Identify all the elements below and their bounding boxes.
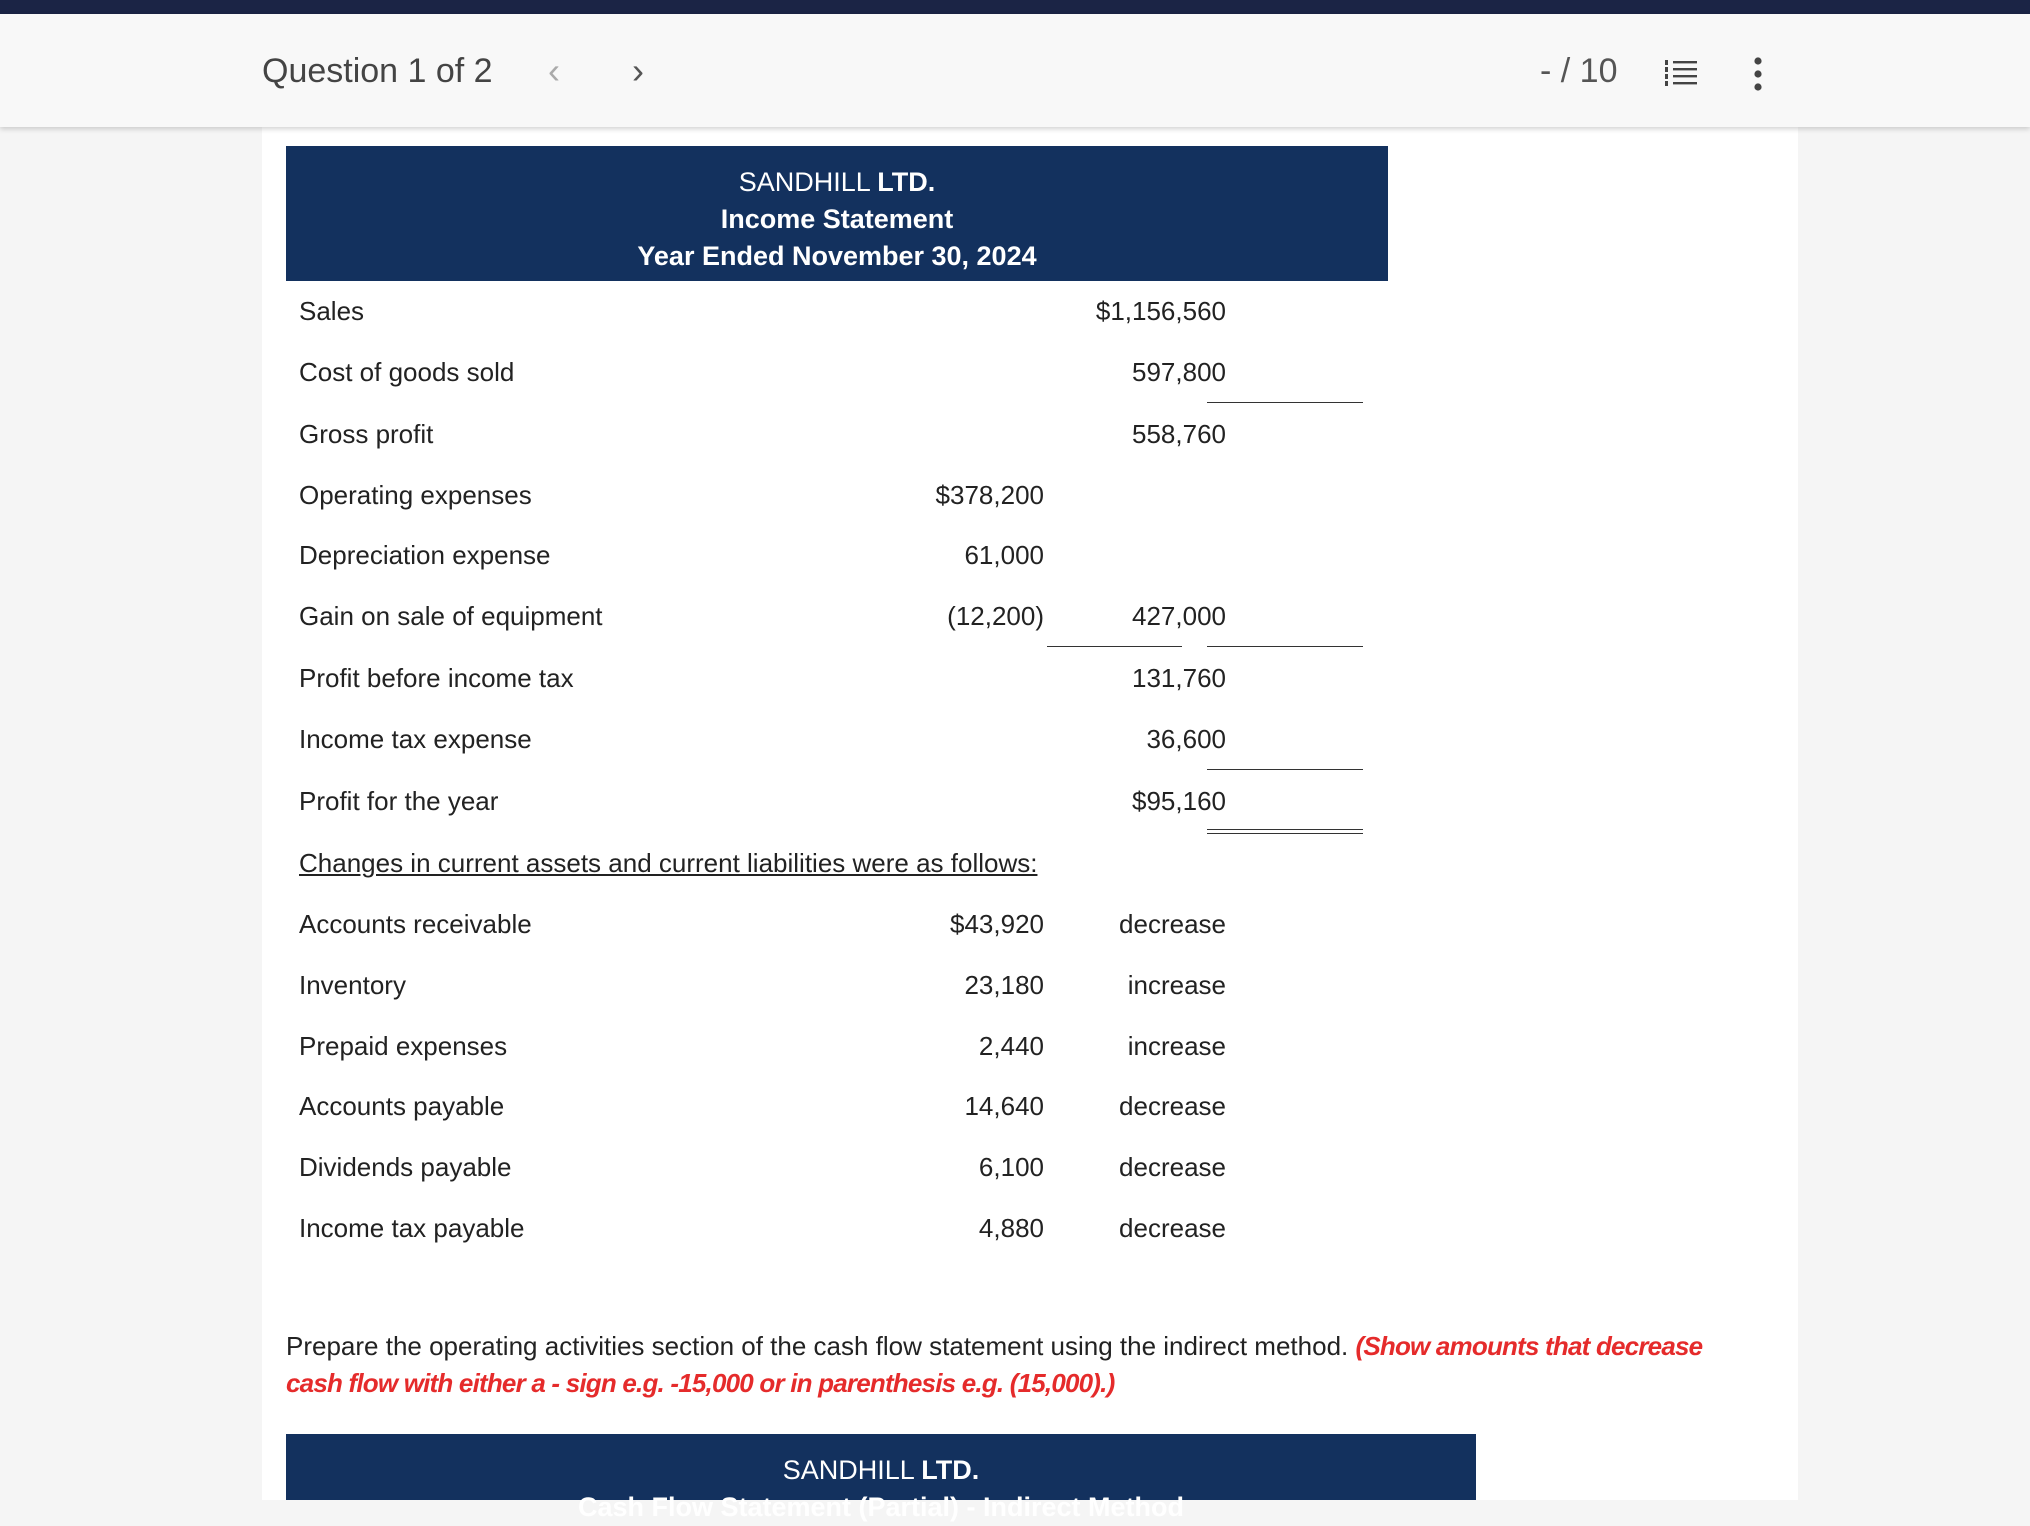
row-label: Depreciation expense — [299, 540, 551, 570]
row-label: Prepaid expenses — [299, 1031, 508, 1061]
numbered-list-icon[interactable] — [1664, 58, 1698, 90]
underline — [1047, 646, 1182, 647]
row-direction: decrease — [1119, 1091, 1226, 1121]
row-amount: $378,200 — [935, 480, 1044, 510]
income-row-depreciation — [286, 540, 1366, 580]
row-amount: 4,880 — [978, 1213, 1044, 1243]
income-row-profit-before-tax — [286, 663, 1366, 703]
question-header — [0, 14, 2030, 127]
income-row-sales — [286, 296, 1366, 336]
income-row-cogs — [286, 357, 1366, 397]
change-row-accounts-payable — [286, 1091, 1366, 1131]
row-total: 36,600 — [1146, 724, 1226, 754]
double-underline — [1207, 829, 1363, 834]
row-total: 558,760 — [1132, 419, 1226, 449]
company-suffix: LTD. — [877, 167, 936, 197]
instructions-text: Prepare the operating activities section of the cash flow statement using the indirect method. — [286, 1331, 1356, 1361]
row-label: Profit before income tax — [299, 663, 574, 693]
income-statement-header — [286, 146, 1388, 281]
row-label: Inventory — [299, 970, 406, 1000]
changes-heading-row — [286, 848, 1366, 888]
change-row-prepaid-expenses — [286, 1031, 1366, 1071]
row-direction: increase — [1127, 1031, 1226, 1061]
row-amount: 61,000 — [964, 540, 1044, 570]
cash-flow-header — [286, 1434, 1476, 1522]
income-row-gross-profit — [286, 419, 1366, 459]
row-label: Income tax payable — [299, 1213, 525, 1243]
row-direction: increase — [1127, 970, 1226, 1000]
row-label: Accounts receivable — [299, 909, 532, 939]
top-stripe — [0, 0, 2030, 14]
change-row-inventory — [286, 970, 1366, 1010]
row-label: Accounts payable — [299, 1091, 505, 1121]
row-amount: (12,200) — [947, 601, 1044, 631]
row-label: Gain on sale of equipment — [299, 601, 603, 631]
row-amount: 23,180 — [964, 970, 1044, 1000]
row-direction: decrease — [1119, 1152, 1226, 1182]
company-suffix: LTD. — [921, 1455, 980, 1485]
row-amount: $43,920 — [950, 909, 1044, 939]
statement-title: Income Statement — [720, 204, 954, 234]
underline — [1207, 769, 1363, 770]
row-total: $95,160 — [1132, 786, 1226, 816]
row-label: Operating expenses — [299, 480, 532, 510]
changes-heading: Changes in current assets and current liabilities were as follows: — [299, 848, 1038, 878]
row-total: $1,156,560 — [1095, 296, 1226, 326]
instructions — [286, 1328, 1746, 1402]
row-amount: 6,100 — [978, 1152, 1044, 1182]
row-label: Dividends payable — [299, 1152, 512, 1182]
row-direction: decrease — [1119, 1213, 1226, 1243]
underline — [1207, 646, 1363, 647]
row-label: Income tax expense — [299, 724, 532, 754]
row-label: Gross profit — [299, 419, 434, 449]
chevron-left-icon[interactable]: ‹ — [548, 50, 560, 91]
more-vertical-icon[interactable] — [1749, 54, 1767, 94]
row-label: Sales — [299, 296, 365, 326]
change-row-accounts-receivable — [286, 909, 1366, 949]
row-total: 597,800 — [1132, 357, 1226, 387]
income-row-income-tax — [286, 724, 1366, 764]
row-amount: 14,640 — [964, 1091, 1044, 1121]
row-total: 427,000 — [1132, 601, 1226, 631]
income-row-profit-for-year — [286, 786, 1366, 826]
statement-period: Year Ended November 30, 2024 — [637, 241, 1037, 271]
change-row-dividends-payable — [286, 1152, 1366, 1192]
score-display: - / 10 — [1540, 52, 1618, 90]
row-label: Cost of goods sold — [299, 357, 515, 387]
row-direction: decrease — [1119, 909, 1226, 939]
question-label: Question 1 of 2 — [262, 52, 493, 90]
cash-flow-title: Cash Flow Statement (Partial) - Indirect Method — [577, 1492, 1185, 1522]
row-amount: 2,440 — [978, 1031, 1044, 1061]
company-name: SANDHILL — [738, 167, 870, 197]
row-label: Profit for the year — [299, 786, 499, 816]
instructions-note: (Show amounts that decrease cash flow with either a - sign e.g. -15,000 or in parenthesis e.g. (15,000).) — [286, 1331, 1703, 1398]
chevron-right-icon[interactable]: › — [632, 50, 644, 91]
change-row-income-tax-payable — [286, 1213, 1366, 1253]
company-name: SANDHILL — [782, 1455, 914, 1485]
row-total: 131,760 — [1132, 663, 1226, 693]
income-row-gain-on-sale — [286, 601, 1366, 641]
income-row-operating-expenses — [286, 480, 1366, 520]
underline — [1207, 402, 1363, 403]
